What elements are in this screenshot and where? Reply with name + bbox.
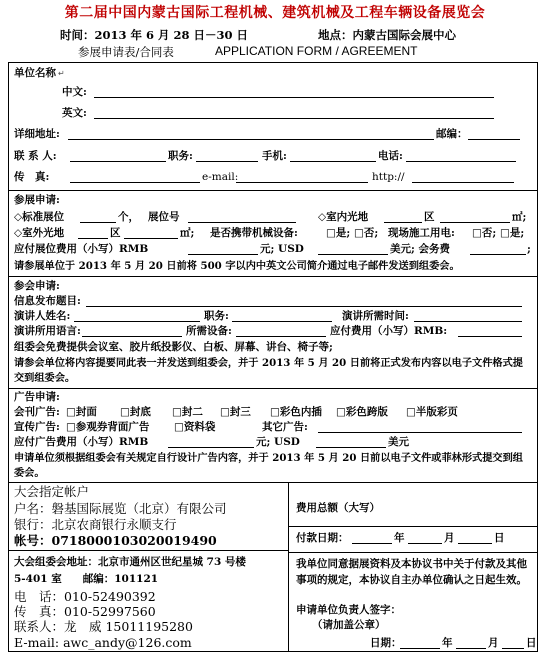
contact-field[interactable]	[70, 161, 166, 162]
zip-label: 邮编：	[436, 128, 468, 140]
payment-month-field[interactable]	[408, 543, 442, 544]
ads-fee-usd-unit: 美元	[388, 436, 409, 448]
journal-option-color-insert[interactable]: □彩色内插	[270, 406, 322, 418]
exhibit-notice: 请参展单位于 2013 年 5 月 20 日前将 500 字以内中英文公司简介通过电子邮件发送到组委会。	[14, 260, 460, 272]
machinery-yes-no[interactable]: □是; □否;	[326, 227, 379, 239]
seal-label: （请加盖公章）	[312, 619, 386, 631]
ads-heading: 广告申请:	[14, 391, 60, 403]
organizer-email[interactable]: E-mail: awc_andy@126.com	[14, 635, 192, 650]
topic-label: 信息发布题目:	[14, 295, 81, 307]
outdoor-area-field[interactable]	[124, 238, 178, 239]
account-bank: 银行：北京农商银行永顺支行	[14, 517, 177, 532]
divider-ads	[8, 482, 538, 483]
divider-paydate	[288, 552, 538, 553]
promo-ads-label: 宣传广告:	[14, 421, 60, 433]
website-field[interactable]	[412, 182, 514, 183]
meeting-fee-label: 应付费用（小写）RMB:	[330, 325, 448, 337]
fax-label: 传 真:	[14, 171, 50, 183]
mobile-label: 手机:	[262, 150, 287, 162]
speaker-field[interactable]	[74, 321, 200, 322]
language-field[interactable]	[82, 336, 182, 337]
power-question: 现场施工用电:	[388, 227, 455, 239]
phone-field[interactable]	[406, 161, 516, 162]
organizer-address-line1: 大会组委会地址：北京市通州区世纪星城 73 号楼	[14, 556, 246, 568]
speaker-position-label: 职务:	[204, 310, 229, 322]
email-label: e-mail:	[202, 171, 239, 183]
promo-option-bag[interactable]: □资料袋	[174, 421, 216, 433]
ads-fee-rmb-field[interactable]	[168, 447, 254, 448]
other-ads-label: 其它广告:	[262, 421, 308, 433]
meeting-fee-rmb-field[interactable]	[458, 336, 522, 337]
outdoor-area-unit: ㎡;	[180, 227, 195, 239]
language-label: 演讲所用语言:	[14, 325, 81, 337]
company-en-field[interactable]	[94, 118, 494, 119]
ads-fee-label: 应付广告费用（小写）RMB	[14, 436, 149, 448]
exhibition-venue: 地点：内蒙古国际会展中心	[318, 28, 456, 42]
account-heading: 大会指定帐户	[14, 484, 90, 499]
booth-fee-rmb-field[interactable]	[188, 254, 258, 255]
divider-account-address	[8, 550, 288, 551]
journal-option-inside-back[interactable]: □封三	[220, 406, 251, 418]
contact-label: 联 系 人:	[14, 150, 57, 162]
payment-date-label: 付款日期：	[296, 532, 349, 544]
phone-label: 电话:	[378, 150, 403, 162]
sign-month-field[interactable]	[456, 648, 486, 649]
payment-year-field[interactable]	[352, 543, 392, 544]
indoor-space-option[interactable]: ◇室内光地	[318, 211, 369, 223]
sign-month-unit: 月	[488, 637, 499, 649]
exhibit-heading: 参展申请:	[14, 194, 60, 206]
booth-fee-label: 应付展位费用（小写）RMB	[14, 243, 149, 255]
booth-number-label: 展位号	[148, 211, 180, 223]
other-ads-field[interactable]	[318, 432, 522, 433]
journal-option-half-page[interactable]: □半版彩页	[406, 406, 458, 418]
company-cn-field[interactable]	[94, 97, 494, 98]
account-number: 帐号：0718000103020019490	[14, 533, 217, 548]
exhibition-title: 第二届中国内蒙古国际工程机械、建筑机械及工程车辆设备展览会	[64, 5, 486, 21]
outdoor-zone-unit: 区	[110, 227, 121, 239]
journal-option-inside-front[interactable]: □封二	[172, 406, 203, 418]
company-en-label: 英文:	[62, 107, 87, 119]
standard-booth-option[interactable]: ◇标准展位	[14, 211, 65, 223]
divider-exhibit	[8, 276, 538, 277]
meeting-notice: 请参会单位将内容提要同此表一并发送到组委会，并于 2013 年 5 月 20 日前将正式发布内容以电子文件格式提交到组委会。	[14, 357, 523, 384]
booth-number-field[interactable]	[188, 222, 296, 223]
divider-account-payment	[288, 482, 289, 652]
outdoor-space-option[interactable]: ◇室外光地	[14, 227, 65, 239]
booth-unit: 个，	[118, 211, 139, 223]
journal-option-cover[interactable]: □封面	[66, 406, 97, 418]
organizer-fax: 传 真：010-52997560	[14, 604, 156, 619]
payment-day-field[interactable]	[458, 543, 492, 544]
payment-year-unit: 年	[394, 532, 405, 544]
booth-fee-yuan-usd: 元; USD	[260, 243, 304, 255]
provided-facilities: 组委会免费提供会议室、胶片纸投影仪、白板、屏幕、讲台、椅子等;	[14, 341, 333, 353]
equipment-field[interactable]	[236, 336, 326, 337]
booth-count-field[interactable]	[80, 222, 116, 223]
divider-meeting	[8, 388, 538, 389]
payment-month-unit: 月	[444, 532, 455, 544]
signer-label: 申请单位负责人签字：	[296, 604, 401, 616]
position-label: 职务:	[168, 150, 193, 162]
speaker-position-field[interactable]	[232, 321, 332, 322]
speech-time-field[interactable]	[414, 321, 522, 322]
ads-fee-yuan-usd: 元; USD	[256, 436, 300, 448]
topic-field[interactable]	[86, 306, 522, 307]
machinery-question: 是否携带机械设备:	[210, 227, 298, 239]
indoor-area-unit: ㎡;	[512, 211, 527, 223]
ads-fee-usd-field[interactable]	[316, 447, 386, 448]
indoor-area-field[interactable]	[440, 222, 510, 223]
ads-notice: 申请单位须根据组委会有关规定自行设计广告内容，并于 2013 年 5 月 20 日前以电子文件或菲林形式提交到组委会。	[14, 452, 523, 479]
exhibition-time: 时间：2013 年 6 月 28 日－30 日	[60, 28, 249, 42]
journal-ads-label: 会刊广告:	[14, 406, 60, 418]
sign-year-unit: 年	[442, 637, 453, 649]
fax-field[interactable]	[70, 182, 200, 183]
equipment-label: 所需设备:	[186, 325, 232, 337]
divider-company	[8, 190, 538, 191]
meeting-fee-field[interactable]	[470, 254, 526, 255]
organizer-contact: 联系人：龙 威 15011195280	[14, 619, 193, 634]
address-label: 详细地址:	[14, 128, 60, 140]
sign-date-label: 日期：	[370, 637, 402, 649]
zip-field[interactable]	[468, 139, 520, 140]
speaker-label: 演讲人姓名:	[14, 310, 71, 322]
sign-year-field[interactable]	[400, 648, 440, 649]
journal-option-back-cover[interactable]: □封底	[120, 406, 151, 418]
total-fee-label: 费用总额（大写）	[296, 502, 380, 514]
company-cn-label: 中文:	[62, 86, 87, 98]
agreement-declaration: 我单位同意据展资料及本协议书中关于付款及其他事项的规定，本协议自主办单位确认之日起生效。	[296, 558, 527, 586]
email-field[interactable]	[236, 182, 368, 183]
meeting-heading: 参会申请:	[14, 280, 60, 292]
company-name-label: 单位名称 ↵	[14, 67, 65, 79]
speech-time-label: 演讲所需时间:	[342, 310, 409, 322]
journal-option-color-spread[interactable]: □彩色跨版	[336, 406, 388, 418]
sign-day-unit: 日	[526, 637, 537, 649]
payment-day-unit: 日	[494, 532, 505, 544]
booth-fee-usd-field[interactable]	[318, 254, 388, 255]
organizer-address-line2: 5-401 室 邮编：101121	[14, 573, 159, 585]
divider-total	[288, 526, 538, 527]
mobile-field[interactable]	[290, 161, 376, 162]
booth-fee-end: ;	[527, 243, 531, 255]
outdoor-zone-field[interactable]	[78, 238, 108, 239]
position-field[interactable]	[196, 161, 258, 162]
promo-option-ticket[interactable]: □参观券背面广告	[66, 421, 150, 433]
indoor-zone-field[interactable]	[384, 222, 422, 223]
address-field[interactable]	[68, 139, 434, 140]
form-title-cn: 参展申请表/合同表	[78, 45, 174, 59]
website-label: http://	[372, 171, 405, 183]
sign-day-field[interactable]	[502, 648, 524, 649]
indoor-zone-unit: 区	[424, 211, 435, 223]
organizer-phone: 电 话：010-52490392	[14, 589, 156, 604]
form-title-en: APPLICATION FORM / AGREEMENT	[215, 44, 418, 58]
booth-fee-usd-unit: 美元; 会务费	[390, 243, 451, 255]
account-holder: 户名：磐基国际展览（北京）有限公司	[14, 501, 227, 516]
power-yes-no[interactable]: □否; □是;	[472, 227, 525, 239]
